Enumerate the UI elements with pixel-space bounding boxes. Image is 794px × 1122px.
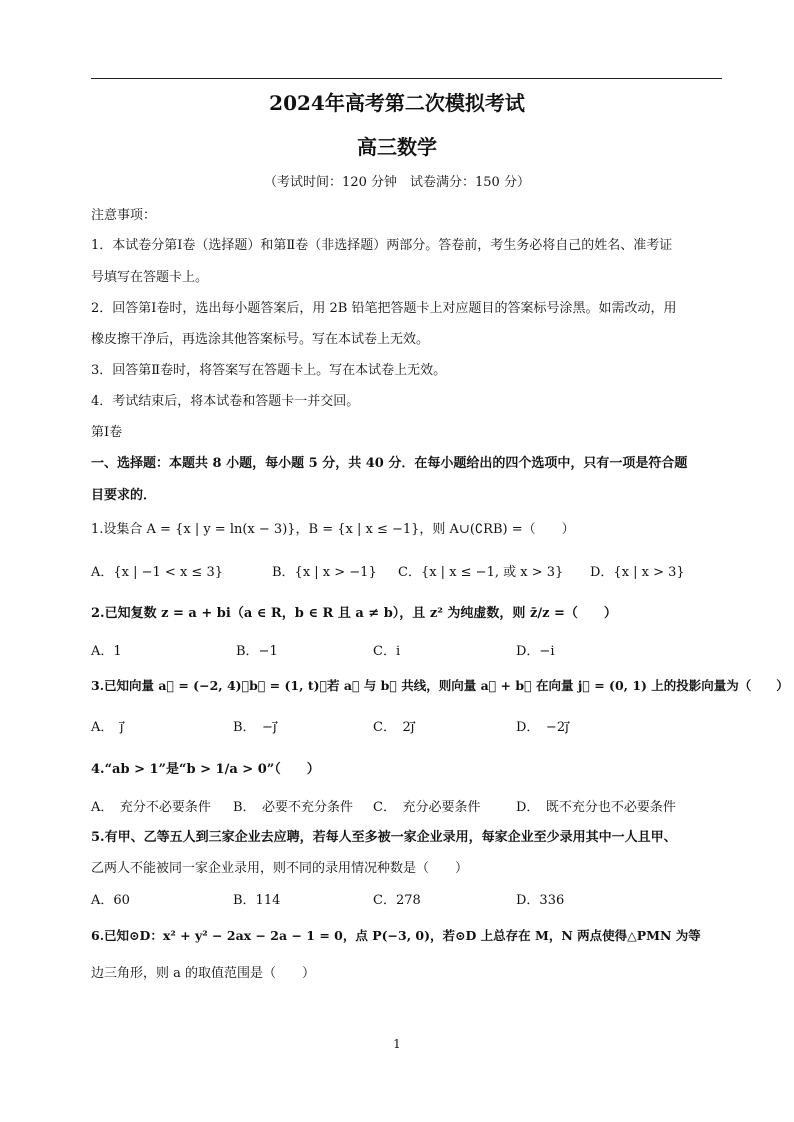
q3-option-a: A． j⃗: [91, 720, 124, 735]
exam-info: （考试时间：120 分钟 试卷满分：150 分）: [264, 175, 530, 190]
q2-option-a: A．1: [91, 644, 122, 659]
q5-option-b: B．114: [233, 893, 281, 908]
exam-subject: 高三数学: [357, 135, 437, 159]
section-1-line-2: 目要求的．: [91, 488, 157, 503]
note-2-line-2: 橡皮擦干净后，再选涂其他答案标号。写在本试卷上无效。: [91, 332, 430, 347]
q5-stem-line-1: 5.有甲、乙等五人到三家企业去应聘，若每人至多被一家企业录用，每家企业至少录用其中一人且甲、: [91, 830, 677, 845]
q4-option-b: B． 必要不充分条件: [233, 800, 354, 815]
q2-option-b: B．−1: [236, 644, 278, 659]
q1-option-d: D．{x | x > 3}: [590, 565, 685, 580]
q1-option-b: B．{x | x > −1}: [272, 565, 377, 580]
q5-option-c: C．278: [373, 893, 421, 908]
q2-stem: 2.已知复数 z = a + bi（a ∈ R，b ∈ R 且 a ≠ b），且 z² 为纯虚数，则 z̄/z =（ ）: [91, 606, 617, 621]
notes-heading: 注意事项：: [91, 208, 157, 223]
part-1-label: 第Ⅰ卷: [91, 425, 123, 440]
q3-option-b: B． −j⃗: [233, 720, 277, 735]
note-2-line-1: 2．回答第Ⅰ卷时，选出每小题答案后，用 2B 铅笔把答题卡上对应题目的答案标号涂黑。如需改动，用: [91, 301, 677, 316]
q2-option-c: C．i: [373, 644, 401, 659]
q4-option-c: C． 充分必要条件: [373, 800, 481, 815]
note-3: 3．回答第Ⅱ卷时，将答案写在答题卡上。写在本试卷上无效。: [91, 363, 447, 378]
q3-stem: 3.已知向量 a⃗ = (−2, 4)，b⃗ = (1, t)，若 a⃗ 与 b⃗ 共线，则向量 a⃗ + b⃗ 在向量 j⃗ = (0, 1) 上的投影向量为（ ）: [91, 678, 789, 693]
top-rule: [91, 78, 722, 79]
note-1-line-2: 号填写在答题卡上。: [91, 270, 209, 285]
q4-stem: 4.“ab > 1”是“b > 1/a > 0”（ ）: [91, 762, 320, 777]
page-number: 1: [393, 1037, 401, 1051]
q6-stem-line-2: 边三角形，则 a 的取值范围是（ ）: [91, 966, 316, 981]
q1-option-c: C．{x | x ≤ −1, 或 x > 3}: [398, 565, 564, 580]
q4-option-d: D． 既不充分也不必要条件: [516, 800, 676, 815]
q5-option-d: D．336: [516, 893, 565, 908]
note-4: 4．考试结束后，将本试卷和答题卡一并交回。: [91, 394, 360, 409]
q3-option-c: C． 2j⃗: [373, 720, 415, 735]
q5-stem-line-2: 乙两人不能被同一家企业录用，则不同的录用情况种数是（ ）: [91, 861, 469, 876]
note-1-line-1: 1．本试卷分第Ⅰ卷（选择题）和第Ⅱ卷（非选择题）两部分。答卷前，考生务必将自己的姓名、准考证: [91, 238, 673, 253]
exam-title: 2024年高考第二次模拟考试: [269, 91, 525, 115]
q2-option-d: D．−i: [516, 644, 555, 659]
q1-option-a: A．{x | −1 < x ≤ 3}: [91, 565, 223, 580]
q5-option-a: A．60: [91, 893, 130, 908]
q3-option-d: D． −2j⃗: [516, 720, 569, 735]
q1-stem: 1.设集合 A = {x | y = ln(x − 3)}，B = {x | x ≤ −1}，则 A∪(∁RB) =（ ）: [91, 522, 575, 537]
q6-stem-line-1: 6.已知⊙D：x² + y² − 2ax − 2a − 1 = 0，点 P(−3, 0)，若⊙D 上总存在 M，N 两点使得△PMN 为等: [91, 928, 701, 943]
q4-option-a: A． 充分不必要条件: [91, 800, 211, 815]
section-1-line-1: 一、选择题：本题共 8 小题，每小题 5 分，共 40 分．在每小题给出的四个选项中，只有一项是符合题: [91, 456, 688, 471]
